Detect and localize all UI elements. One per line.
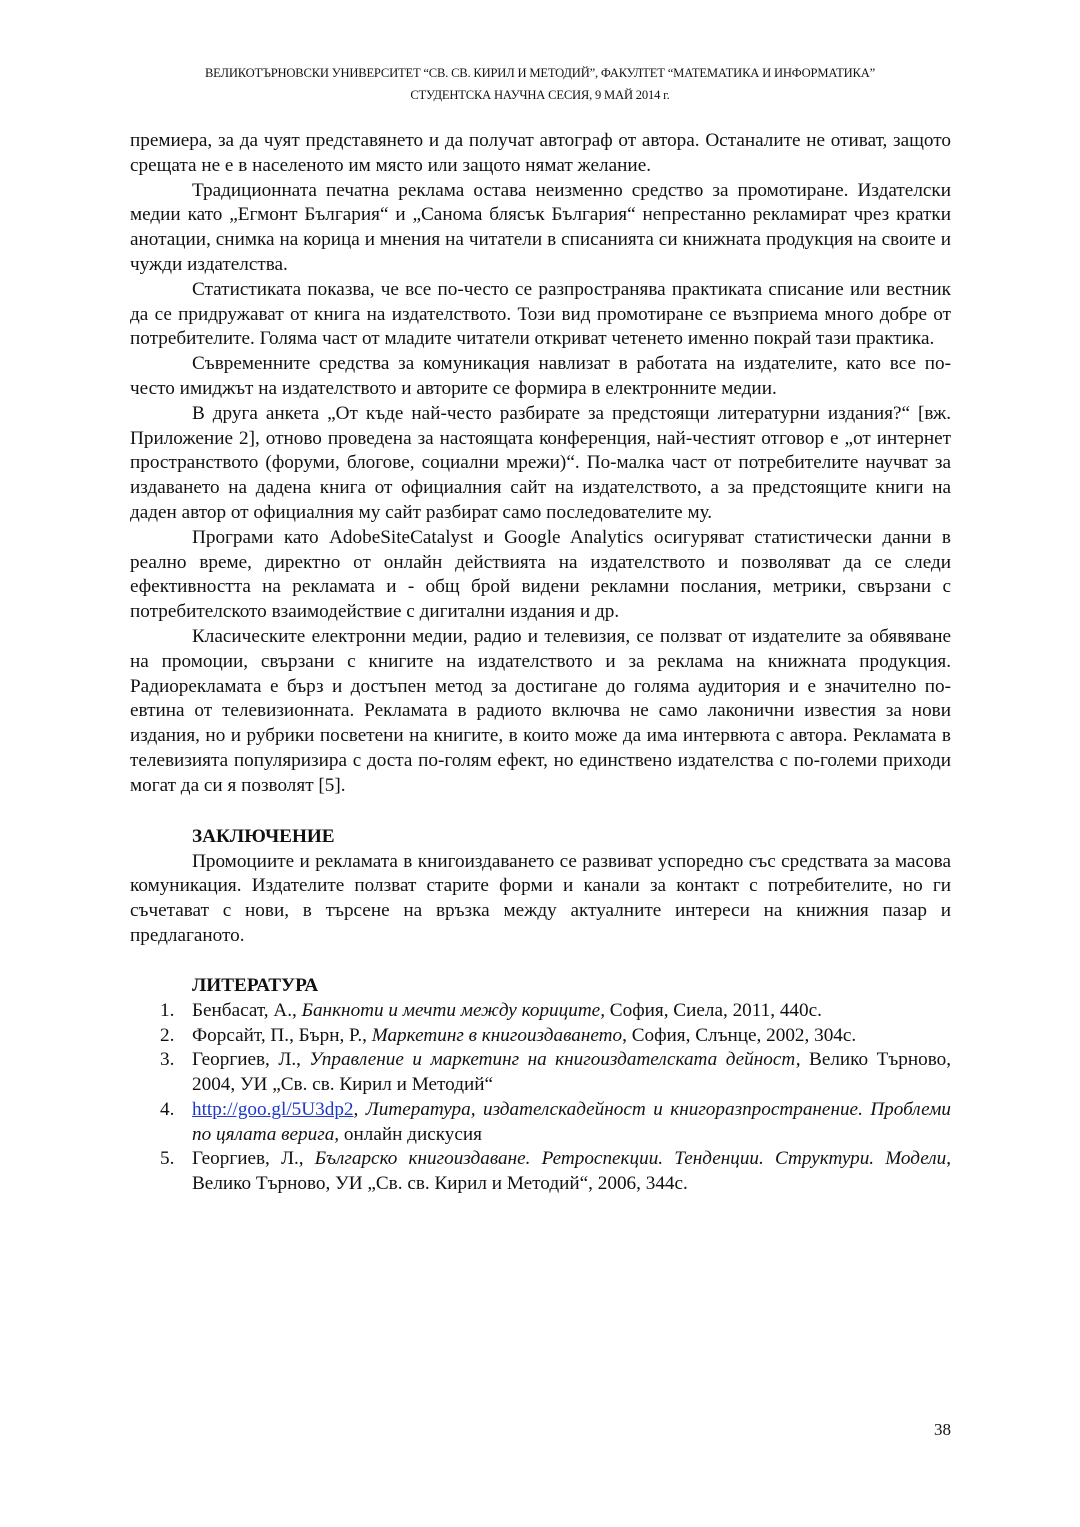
reference-separator: , — [353, 1098, 366, 1120]
header-session-line: СТУДЕНТСКА НАУЧНА СЕСИЯ, 9 МАЙ 2014 г. — [410, 88, 670, 102]
reference-details: онлайн дискусия — [339, 1123, 482, 1145]
paragraph-radio-tv: Класическите електронни медии, радио и телевизия, се ползват от издателите за обявяване на промоции, свързани с книгите на издателството и за реклама на книжната продукция. Радиорекламата е бърз и достъпен метод за достигане до голяма аудитория и е значително по-евтина от телевизионната. Рекламата в радиото включва не само лаконични известия за нови издания, но и рубрики посветени на книгите, в които може да има интервюта с автора. Рекламата в телевизията популяризира с доста по-голям ефект, но единствено издателства с по-големи приходи могат да си я позволят [5]. — [130, 625, 951, 796]
reference-author: Форсайт, П., Бърн, Р., — [192, 1024, 372, 1046]
reference-number: 5. — [160, 1148, 175, 1170]
reference-author: Бенбасат, А., — [192, 999, 302, 1021]
paragraph-print-ads: Традиционната печатна реклама остава неизменно средство за промотиране. Издателски медии като „Егмонт България“ и „Санома блясък България“ непрестанно рекламират чрез кратки анотации, снимка на корица и мнения на читатели в списанията си книжната продукция на своите и чужди издателства. — [130, 179, 951, 275]
references-heading: ЛИТЕРАТУРА — [192, 974, 319, 996]
reference-details: , Велико Търново, УИ „Св. св. Кирил и Методий“, 2006, 344с. — [192, 1148, 952, 1195]
article-body — [130, 129, 951, 1197]
reference-details: , София, Слънце, 2002, 304с. — [622, 1024, 857, 1046]
paragraph-analytics: Програми като AdobeSiteCatalyst и Google Analytics осигуряват статистически данни в реално време, директно от онлайн действията на издателството и позволяват да се следи ефективността на рекламата и - общ брой видени рекламни послания, метрики, свързани с потребителското взаимодействие с дигитални издания и др. — [130, 526, 951, 623]
reference-item — [130, 1098, 951, 1148]
paragraph-survey: В друга анкета „От къде най-често разбирате за предстоящи литературни издания?“ [вж. Приложение 2], отново проведена за настоящата конференция, най-честият отговор е „от интернет пространството (форуми, блогове, социални мрежи)“. По-малка част от потребителите научват за издаването на дадена книга от официалния сайт на издателството, а за предстоящите книги на даден автор от официалния му сайт разбират само последователите му. — [130, 402, 951, 523]
reference-title: Литература, издателскадейност и книгоразпространение. Проблеми по цялата верига, — [192, 1098, 952, 1145]
page-number: 38 — [934, 1420, 951, 1439]
reference-link[interactable]: http://goo.gl/5U3dp2 — [192, 1098, 354, 1120]
reference-item — [130, 999, 951, 1024]
reference-item — [130, 1048, 951, 1098]
page-header — [130, 62, 950, 106]
reference-number: 3. — [160, 1049, 175, 1071]
reference-number: 4. — [160, 1098, 175, 1120]
reference-title: Банкноти и мечти между кориците, — [301, 999, 605, 1021]
reference-title: Маркетинг в книгоиздаването — [371, 1024, 623, 1046]
reference-title: Управление и маркетинг на книгоиздателската дейност, — [309, 1049, 801, 1071]
reference-number: 1. — [160, 999, 175, 1021]
reference-details: Велико Търново, 2004, УИ „Св. св. Кирил и Методий“ — [192, 1049, 952, 1096]
reference-details: София, Сиела, 2011, 440с. — [605, 999, 822, 1021]
reference-number: 2. — [160, 1024, 175, 1046]
paragraph-communication: Съвременните средства за комуникация навлизат в работата на издателите, като все по-често имиджът на издателството и авторите се формира в електронните медии. — [130, 353, 951, 399]
reference-author: Георгиев, Л., — [192, 1148, 315, 1170]
reference-author: Георгиев, Л., — [192, 1049, 310, 1071]
reference-item — [130, 1147, 951, 1197]
paragraph-continued: премиера, за да чуят представянето и да получат автограф от автора. Останалите не отиват, защото срещата не е в населеното им място или защото нямат желание. — [130, 130, 951, 176]
reference-item — [130, 1024, 951, 1049]
conclusion-text: Промоциите и рекламата в книгоиздаването се развиват успоредно със средствата за масова комуникация. Издателите ползват старите форми и канали за контакт с потребителите, но ги съчетават с нови, в търсене на връзка между актуалните интереси на книжния пазар и предлаганото. — [130, 850, 951, 946]
references-list — [130, 999, 951, 1197]
header-university-line: ВЕЛИКОТЪРНОВСКИ УНИВЕРСИТЕТ “СВ. СВ. КИРИЛ И МЕТОДИЙ”, ФАКУЛТЕТ “МАТЕМАТИКА И ИНФОРМАТИКА” — [204, 66, 876, 80]
paragraph-statistics: Статистиката показва, че все по-често се разпространява практиката списание или вестник да се придружават от книга на издателството. Този вид промотиране се възприема много добре от потребителите. Голяма част от младите читатели откриват четенето именно покрай тази практика. — [130, 278, 951, 350]
conclusion-heading: ЗАКЛЮЧЕНИЕ — [192, 825, 335, 847]
reference-title: Българско книгоиздаване. Ретроспекции. Тенденции. Структури. Модели — [314, 1148, 947, 1170]
